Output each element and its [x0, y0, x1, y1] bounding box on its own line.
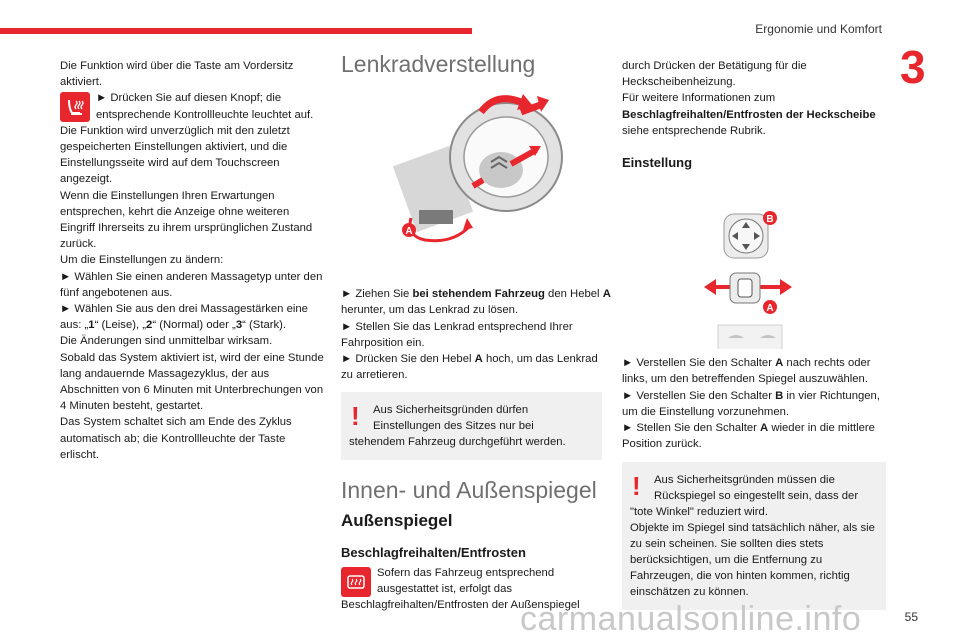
chapter-number: 3	[900, 41, 926, 93]
paragraph: Um die Einstellungen zu ändern:	[60, 254, 224, 267]
heading-defrost: Beschlagfreihalten/Entfrosten	[341, 544, 526, 560]
column-left	[60, 58, 324, 463]
instruction-step: ► Drücken Sie den Hebel A hoch, um das Lenkrad zu arretieren.	[341, 353, 598, 382]
warning-icon: !	[632, 471, 641, 502]
instruction-step: ► Drücken Sie auf diesen Knopf; die entsprechende Kontrollleuchte leuchtet auf.	[96, 92, 314, 121]
paragraph: Wenn die Einstellungen Ihren Erwartungen entsprechen, kehrt die Anzeige ohne weiteren Eingriff Ihrerseits zu ihrem ursprünglichen Zustand zurück.	[60, 189, 313, 251]
mirror-defrost-icon	[341, 567, 371, 597]
paragraph: Das System schaltet sich am Ende des Zyklus automatisch ab; die Kontrollleuchte der Taste erlischt.	[60, 416, 292, 461]
paragraph: Beschlagfreihalten/Entfrosten der Heckscheibe	[622, 108, 876, 121]
switch-label-a: A	[766, 303, 774, 315]
heading-mirrors: Innen- und Außenspiegel	[341, 477, 597, 504]
steering-wheel-figure	[341, 72, 611, 248]
paragraph: Sofern das Fahrzeug entsprechend ausgestattet ist, erfolgt das Beschlagfreihalten/Entfrosten der Außenspiegel	[341, 567, 580, 612]
paragraph: durch Drücken der Betätigung für die Heckscheibenheizung.	[622, 60, 807, 89]
instruction-step: ► Wählen Sie aus den drei Massagestärken eine aus: „1“ (Leise), „2“ (Normal) oder „3“ (Stark).	[60, 303, 308, 332]
paragraph: Sobald das System aktiviert ist, wird der eine Stunde lang andauernde Massagezyklus, der aus Abschnitten von 6 Minuten mit Unterbrechungen von 4 Minuten besteht, gestartet.	[60, 351, 324, 413]
warning-icon: !	[351, 401, 360, 432]
lever-label-a: A	[405, 226, 413, 238]
instruction-step: ► Verstellen Sie den Schalter A nach rechts oder links, um den betreffenden Spiegel auszuwählen.	[622, 357, 871, 386]
instruction-step: ► Stellen Sie den Schalter A wieder in die mittlere Position zurück.	[622, 422, 875, 451]
instruction-step: ► Stellen Sie das Lenkrad entsprechend Ihrer Fahrposition ein.	[341, 320, 573, 349]
heading-steering-adjustment: Lenkradverstellung	[341, 51, 536, 77]
paragraph: Die Änderungen sind unmittelbar wirksam.	[60, 335, 273, 348]
column-middle	[341, 51, 611, 614]
heading-setting: Einstellung	[622, 155, 693, 171]
paragraph: Die Funktion wird über die Taste am Vordersitz aktiviert.	[60, 60, 294, 89]
section-title: Ergonomie und Komfort	[755, 22, 882, 36]
switch-label-b: B	[766, 214, 774, 226]
seat-massage-icon	[60, 92, 90, 122]
instruction-step: ► Ziehen Sie bei stehendem Fahrzeug den Hebel A herunter, um das Lenkrad zu lösen.	[341, 288, 611, 317]
paragraph: Für weitere Informationen zum	[622, 92, 776, 105]
page-number: 55	[904, 610, 918, 624]
column-right	[622, 58, 892, 610]
instruction-step: ► Verstellen Sie den Schalter B in vier Richtungen, um die Einstellung vorzunehmen.	[622, 389, 880, 418]
paragraph: Die Funktion wird unverzüglich mit den zuletzt gespeicherten Einstellungen aktiviert, und die Einstellungsseite wird auf dem Touchscreen angezeigt.	[60, 124, 290, 186]
paragraph: siehe entsprechende Rubrik.	[622, 124, 766, 137]
safety-warning: ! Aus Sicherheitsgründen müssen die Rückspiegel so eingestellt sein, dass der "tote Winkel" reduziert wird. Objekte im Spiegel sind tatsächlich näher, als sie zu sein scheinen. Sie sollten dies stets berücksichtigen, um die Entfernung zu Fahrzeugen, die von hinten kommen, richtig einschätzen zu können.	[622, 462, 886, 610]
mirror-control-figure	[622, 171, 892, 349]
header-accent-bar	[0, 28, 472, 34]
safety-warning: ! Aus Sicherheitsgründen dürfen Einstellungen des Sitzes nur bei stehendem Fahrzeug durchgeführt werden.	[341, 392, 602, 460]
instruction-step: ► Wählen Sie einen anderen Massagetyp unter den fünf angebotenen aus.	[60, 270, 323, 299]
heading-outer-mirrors: Außenspiegel	[341, 510, 453, 530]
watermark: carmanualsonline.info	[520, 600, 862, 638]
